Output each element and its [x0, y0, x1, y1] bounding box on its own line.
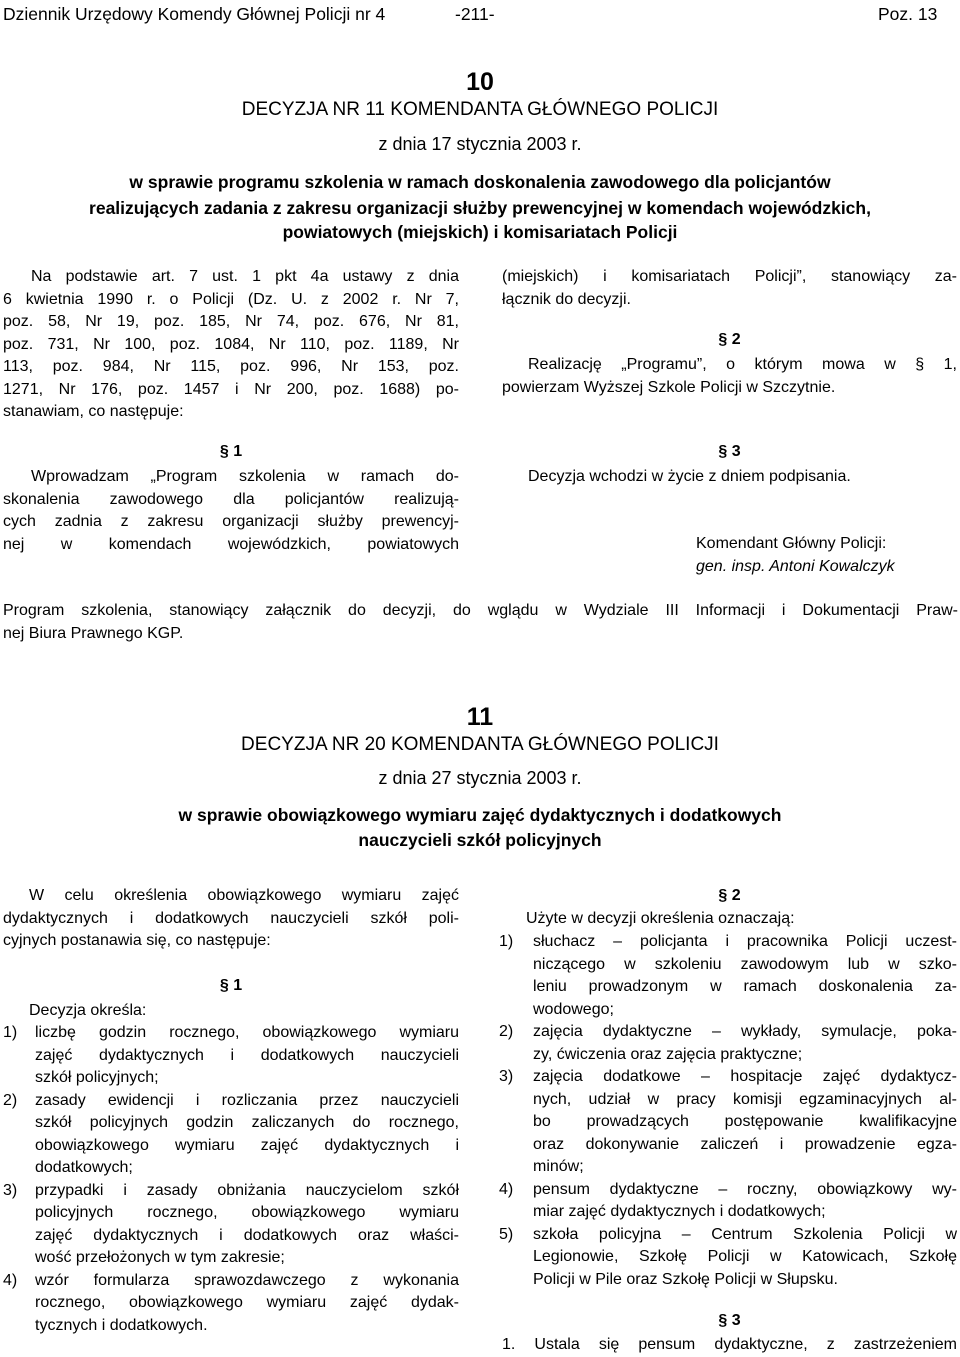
decision-11-s3-first [502, 1334, 957, 1357]
item-line: leniu prowadzonym w ramach doskonalenia za- [533, 978, 957, 995]
decision-11-title: DECYZJA NR 20 KOMENDANTA GŁÓWNEGO POLICJI [241, 734, 719, 755]
item-line: liczbę godzin rocznego, obowiązkowego wymiaru [35, 1024, 459, 1041]
decision-10-s2-text [502, 354, 957, 399]
s2-line: powierzam Wyższej Szkole Policji w Szczytnie. [502, 378, 836, 396]
item-line: zy, ćwiczenia oraz zajęcia praktyczne; [533, 1045, 803, 1063]
preamble-line: 113, poz. 984, Nr 115, poz. 996, Nr 153, poz. [3, 358, 459, 375]
list-item [499, 1224, 957, 1292]
item-line: wodowego; [533, 1000, 614, 1018]
item-number: 2) [3, 1091, 18, 1109]
item-line: zajęcia dydaktyczne – wykłady, symulacje, poka- [533, 1023, 957, 1040]
item-line: nych, udział w pracy komisji egzaminacyjnych al- [533, 1090, 957, 1108]
list-item [499, 931, 957, 1021]
item-line: niczącego w szkoleniu zawodowym lub w szko- [533, 955, 957, 973]
item-line: pensum dydaktyczne – roczny, obowiązkowy wy- [533, 1180, 957, 1198]
item-line: wzór formularza sprawozdawczego z wykonania [35, 1271, 459, 1289]
list-item [3, 1180, 459, 1270]
decision-10-preamble [3, 266, 459, 424]
s3-line: 1. Ustala się pensum dydaktyczne, z zastrzeżeniem [502, 1336, 957, 1353]
decision-11-s2-intro: Użyte w decyzji określenia oznaczają: [526, 910, 795, 927]
decision-11-s2-heading: § 2 [718, 887, 741, 904]
list-item [499, 1021, 957, 1066]
item-line: oraz dokonywanie zaliczeń i prowadzenie egza- [533, 1135, 957, 1153]
preamble-line: 1271, Nr 176, poz. 1457 i Nr 200, poz. 1688) po- [3, 380, 459, 398]
decision-11-subject-2: nauczycieli szkół policyjnych [358, 830, 602, 850]
item-line: rocznego, obowiązkowego wymiaru zajęć dydak- [35, 1294, 459, 1311]
list-item [499, 1179, 957, 1224]
decision-10-subject-2: realizujących zadania z zakresu organizacji służby prewencyjnej w komendach wojewódzkich, [89, 198, 871, 218]
list-item [3, 1090, 459, 1180]
item-number: 3) [499, 1068, 514, 1085]
item-number: 4) [499, 1180, 514, 1198]
decision-10-s2-heading: § 2 [718, 331, 741, 348]
decision-10-date: z dnia 17 stycznia 2003 r. [378, 134, 582, 154]
s1-line: cych zadnia z zakresu organizacji służby prewencyj- [3, 513, 459, 530]
decision-10-s1-heading: § 1 [219, 443, 243, 460]
decision-10-subject-1: w sprawie programu szkolenia w ramach doskonalenia zawodowego dla policjantów [129, 172, 831, 192]
note-line: nej Biura Prawnego KGP. [3, 624, 184, 642]
item-number: 5) [499, 1225, 514, 1243]
item-line: dodatkowych; [35, 1159, 133, 1176]
item-line: szkół policyjnych godzin zaliczanych do rocznego, [35, 1114, 459, 1131]
item-line: policyjnych rocznego, obowiązkowego wymiaru [35, 1204, 459, 1221]
item-line: wość przełożonych w tym zakresie; [35, 1249, 285, 1266]
item-number: 1) [3, 1024, 18, 1041]
decision-11-number: 11 [466, 703, 494, 731]
decision-11-s2-list [499, 931, 957, 1291]
decision-10-subject-3: powiatowych (miejskich) i komisariatach Policji [282, 222, 678, 242]
preamble-line: cyjnych postanawia się, co następuje: [3, 932, 271, 949]
decision-10-s3-text: Decyzja wchodzi w życie z dniem podpisania. [528, 468, 851, 485]
item-line: szkół policyjnych; [35, 1069, 159, 1086]
item-number: 3) [3, 1181, 18, 1199]
decision-11-date: z dnia 27 stycznia 2003 r. [378, 768, 582, 788]
item-line: zajęć dydaktycznych i dodatkowych nauczycieli [35, 1046, 459, 1064]
item-line: zajęcia dodatkowe – hospitacje zajęć dydaktycz- [533, 1068, 957, 1085]
decision-10-number: 10 [466, 68, 494, 96]
item-line: bo prowadzących postępowanie kwalifikacyjne [533, 1113, 957, 1130]
preamble-line: stanawiam, co następuje: [3, 403, 184, 420]
item-line: Legionowie, Szkołę Policji w Katowicach, Szkołę [533, 1248, 957, 1265]
decision-10-s1-text [3, 466, 459, 556]
preamble-line: W celu określenia obowiązkowego wymiaru zajęć [29, 887, 459, 904]
signature-name: gen. insp. Antoni Kowalczyk [696, 558, 895, 575]
decision-11-s1-heading: § 1 [219, 977, 243, 994]
decision-11-subject-1: w sprawie obowiązkowego wymiaru zajęć dydaktycznych i dodatkowych [178, 805, 782, 825]
preamble-line: Na podstawie art. 7 ust. 1 pkt 4a ustawy z dnia [31, 268, 459, 285]
item-line: przypadki i zasady obniżania nauczycielom szkół [35, 1181, 459, 1199]
item-line: szkoła policyjna – Centrum Szkolenia Policji w [533, 1225, 957, 1243]
page-number: -211- [455, 4, 495, 24]
list-item [3, 1022, 459, 1090]
item-line: zasady ewidencji i rozliczania przez nauczycieli [35, 1091, 459, 1109]
note-line: Program szkolenia, stanowiący załącznik do decyzji, do wglądu w Wydziale III Informacji i Dokumentacji Praw- [3, 602, 958, 619]
item-number: 2) [499, 1023, 514, 1040]
item-line: słuchacz – policjanta i pracownika Policji uczest- [533, 933, 957, 950]
preamble-line: 6 kwietnia 1990 r. o Policji (Dz. U. z 2002 r. Nr 7, [3, 290, 459, 308]
item-line: minów; [533, 1158, 584, 1175]
s1-cont-line: (miejskich) i komisariatach Policji”, stanowiący za- [502, 268, 957, 285]
s1-line: nej w komendach wojewódzkich, powiatowych [3, 535, 459, 553]
decision-10-title: DECYZJA NR 11 KOMENDANTA GŁÓWNEGO POLICJI [241, 99, 719, 120]
s2-line: Realizację „Programu”, o którym mowa w § 1, [528, 356, 957, 373]
item-line: Policji w Pile oraz Szkołę Policji w Słupsku. [533, 1270, 838, 1288]
journal-title: Dziennik Urzędowy Komendy Głównej Policji nr 4 [3, 4, 386, 24]
item-line: tycznych i dodatkowych. [35, 1316, 208, 1334]
item-number: 1) [499, 933, 514, 950]
list-item [499, 1066, 957, 1179]
item-line: zajęć dydaktycznych i dodatkowych oraz właści- [35, 1226, 459, 1244]
preamble-line: poz. 58, Nr 19, poz. 185, Nr 74, poz. 676, Nr 81, [3, 313, 459, 330]
preamble-line: poz. 731, Nr 100, poz. 1084, Nr 110, poz. 1189, Nr [3, 335, 459, 353]
item-line: miar zajęć dydaktycznych i dodatkowych; [533, 1203, 826, 1220]
signature-role: Komendant Główny Policji: [696, 535, 887, 552]
list-item [3, 1270, 459, 1338]
item-number: 4) [3, 1271, 18, 1289]
decision-11-s3-heading: § 3 [718, 1312, 741, 1329]
decision-11-preamble [3, 885, 459, 953]
decision-11-s1-intro: Decyzja określa: [29, 1002, 147, 1019]
preamble-line: dydaktycznych i dodatkowych nauczycieli szkół poli- [3, 909, 459, 927]
decision-11-s1-list [3, 1022, 459, 1337]
item-line: obowiązkowego wymiaru zajęć dydaktycznych i [35, 1136, 459, 1154]
s1-line: Wprowadzam „Program szkolenia w ramach do- [31, 468, 459, 485]
decision-10-s3-heading: § 3 [718, 443, 741, 460]
decision-10-note [3, 600, 958, 645]
s1-cont-line: łącznik do decyzji. [502, 290, 631, 308]
decision-10-s1-continued [502, 266, 957, 311]
s1-line: skonalenia zawodowego dla policjantów realizują- [3, 490, 459, 508]
position-number: Poz. 13 [878, 4, 938, 24]
